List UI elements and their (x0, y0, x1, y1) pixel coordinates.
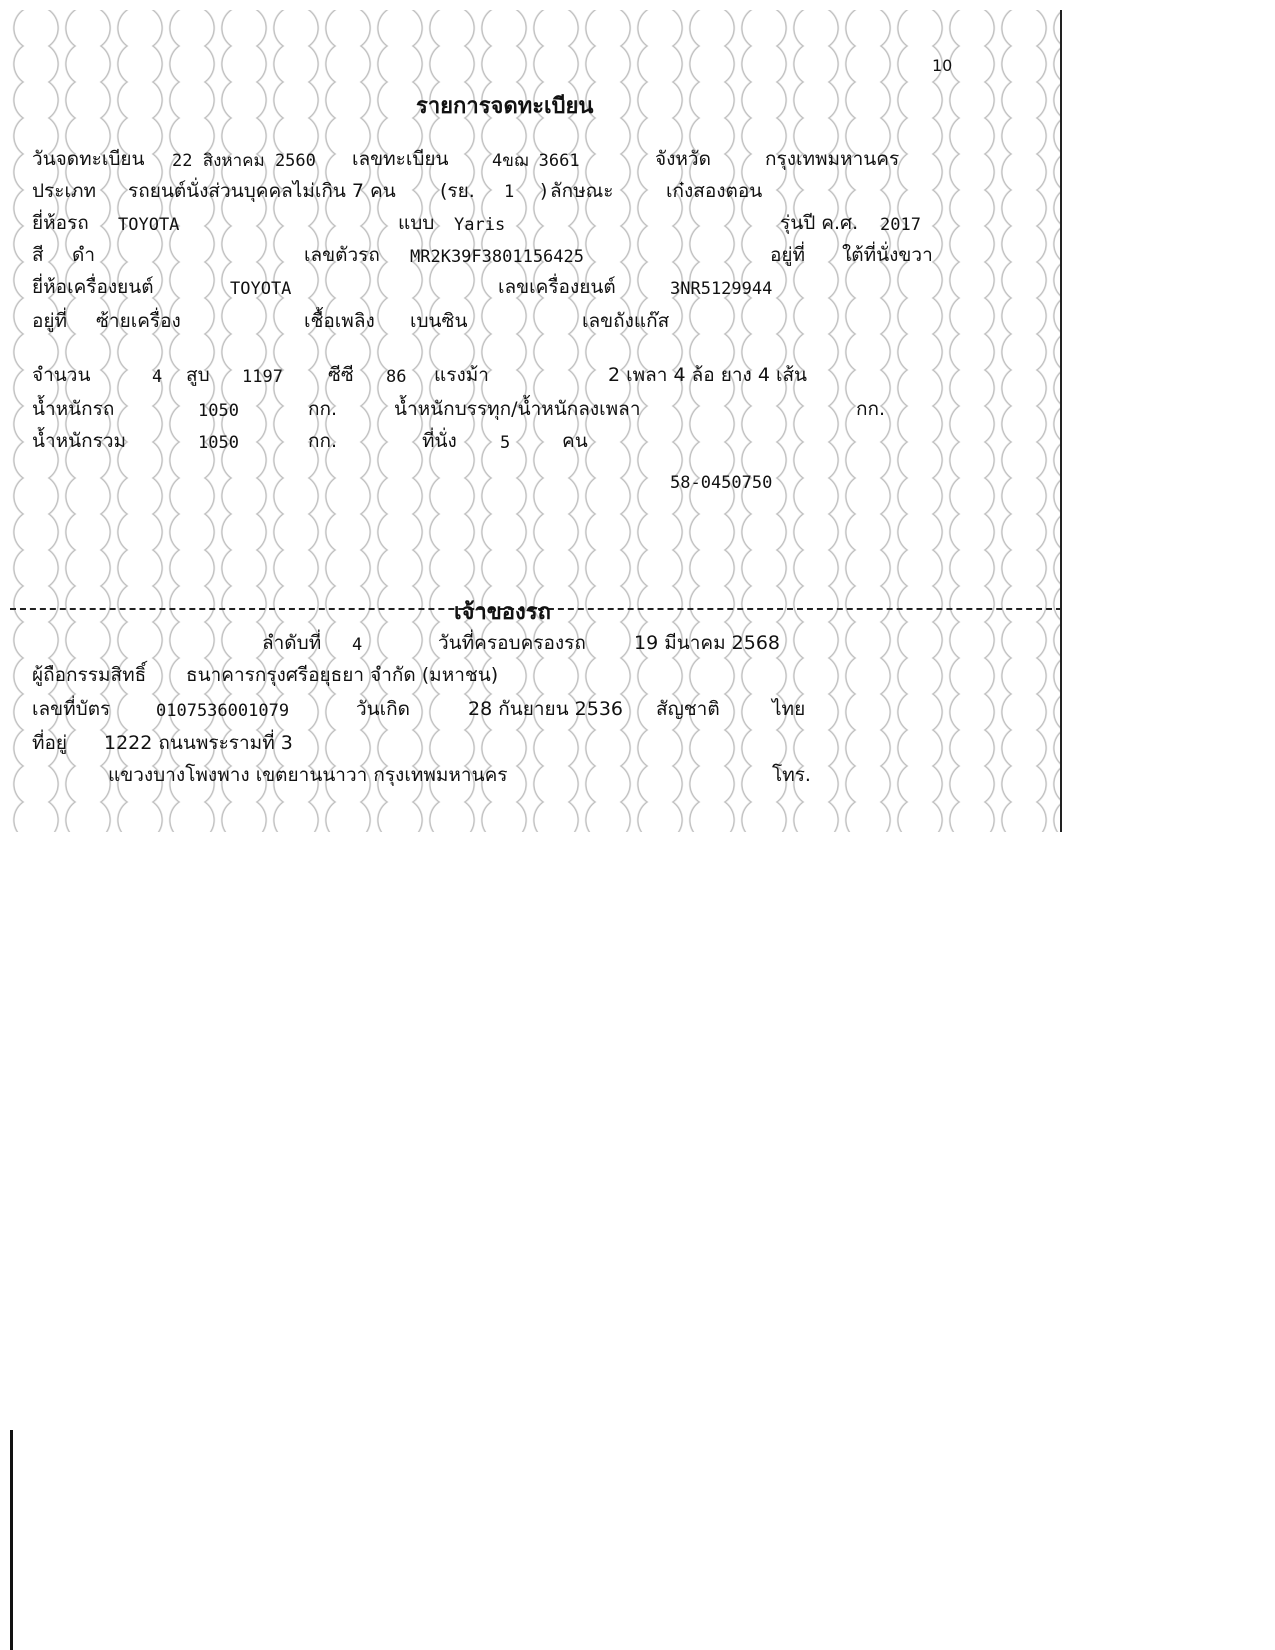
weight-unit: กก. (308, 398, 338, 420)
address-line-2: แขวงบางโพงพาง เขตยานนาวา กรุงเทพมหานคร (108, 764, 508, 786)
possession-date-label: วันที่ครอบครองรถ (438, 632, 586, 654)
make-label: ยี่ห้อรถ (32, 212, 89, 234)
class-code-label: (รย. (440, 180, 475, 202)
engine-location-label: อยู่ที่ (32, 310, 68, 332)
id-number-value: 0107536001079 (156, 701, 290, 721)
year-label: รุ่นปี ค.ศ. (780, 212, 859, 234)
model-value: Yaris (454, 215, 506, 235)
engine-number-label: เลขเครื่องยนต์ (498, 276, 616, 298)
chassis-label: เลขตัวรถ (304, 244, 380, 266)
seats-label: ที่นั่ง (422, 430, 457, 452)
fuel-value: เบนซิน (410, 310, 468, 332)
possession-date-value: 19 มีนาคม 2568 (634, 632, 781, 654)
body-value: เก๋งสองตอน (666, 180, 763, 202)
cylinders-value: 4 (152, 367, 163, 387)
address-line-1: 1222 ถนนพระรามที่ 3 (104, 732, 293, 754)
type-label: ประเภท (32, 180, 97, 202)
reference-number: 58-0450750 (670, 473, 773, 493)
document-right-border (1060, 10, 1062, 832)
province-label: จังหวัด (655, 148, 711, 170)
gross-weight-label: น้ำหนักรวม (32, 430, 127, 452)
cylinders-unit: สูบ (186, 364, 210, 386)
registration-heading: รายการจดทะเบียน (416, 94, 594, 119)
reg-date-value: 22 สิงหาคม 2560 (172, 151, 316, 171)
owner-sequence-value: 4 (352, 635, 363, 655)
weight-value: 1050 (198, 401, 239, 421)
gross-weight-value: 1050 (198, 433, 239, 453)
load-weight-unit: กก. (856, 398, 886, 420)
color-label: สี (32, 244, 44, 266)
load-weight-label: น้ำหนักบรรทุก/น้ำหนักลงเพลา (394, 398, 641, 420)
address-label: ที่อยู่ (32, 732, 68, 754)
gas-tank-label: เลขถังแก๊ส (582, 310, 670, 332)
cylinders-label: จำนวน (32, 364, 91, 386)
province-value: กรุงเทพมหานคร (765, 148, 900, 170)
weight-label: น้ำหนักรถ (32, 398, 115, 420)
holder-value: ธนาคารกรุงศรีอยุธยา จำกัด (มหาชน) (186, 664, 499, 686)
birth-date-value: 28 กันยายน 2536 (468, 698, 624, 720)
color-value: ดำ (72, 244, 96, 266)
cc-label: ซีซี (328, 364, 354, 386)
type-value: รถยนต์นั่งส่วนบุคคลไม่เกิน 7 คน (128, 180, 396, 202)
page-number: 10 (932, 56, 953, 75)
axles-wheels-value: 2 เพลา 4 ล้อ ยาง 4 เส้น (608, 364, 808, 386)
fuel-label: เชื้อเพลิง (304, 310, 375, 332)
year-value: 2017 (880, 215, 921, 235)
make-value: TOYOTA (118, 215, 180, 235)
phone-label: โทร. (772, 764, 811, 786)
body-label: ลักษณะ (550, 180, 614, 202)
scan-edge-line (10, 1430, 13, 1650)
engine-make-value: TOYOTA (230, 279, 292, 299)
seats-value: 5 (500, 433, 511, 453)
reg-date-label: วันจดทะเบียน (32, 148, 145, 170)
horsepower-value: 86 (386, 367, 407, 387)
chassis-value: MR2K39F3801156425 (410, 247, 584, 267)
gross-weight-unit: กก. (308, 430, 338, 452)
nationality-value: ไทย (772, 698, 806, 720)
class-code-value: 1 (504, 182, 515, 202)
plate-value: 4ขฌ 3661 (492, 151, 580, 171)
owner-sequence-label: ลำดับที่ (262, 632, 322, 654)
owner-heading: เจ้าของรถ (454, 600, 551, 625)
model-label: แบบ (398, 212, 435, 234)
cc-value: 1197 (242, 367, 283, 387)
engine-make-label: ยี่ห้อเครื่องยนต์ (32, 276, 154, 298)
class-code-close: ) (540, 180, 548, 202)
birth-date-label: วันเกิด (356, 698, 410, 720)
horsepower-label: แรงม้า (434, 364, 489, 386)
holder-label: ผู้ถือกรรมสิทธิ์ (32, 664, 147, 686)
plate-label: เลขทะเบียน (352, 148, 449, 170)
engine-location-value: ซ้ายเครื่อง (96, 310, 181, 332)
registration-document (10, 10, 1062, 832)
chassis-location-value: ใต้ที่นั่งขวา (842, 244, 933, 266)
nationality-label: สัญชาติ (656, 698, 720, 720)
engine-number-value: 3NR5129944 (670, 279, 773, 299)
id-number-label: เลขที่บัตร (32, 698, 111, 720)
seats-unit: คน (562, 430, 588, 452)
chassis-location-label: อยู่ที่ (770, 244, 806, 266)
